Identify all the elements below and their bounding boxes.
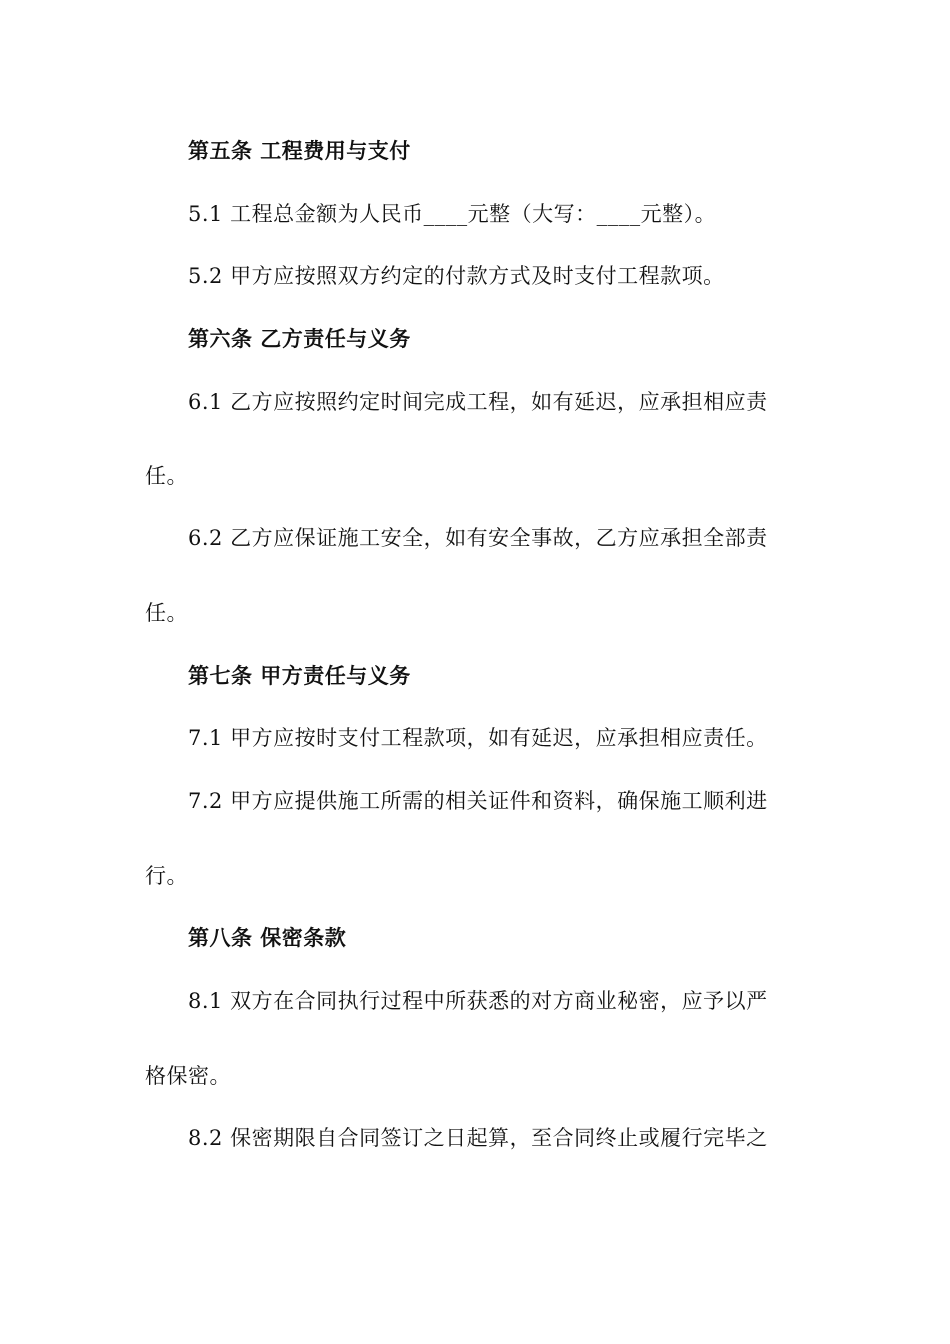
section-7-heading: 第七条 甲方责任与义务	[188, 664, 411, 688]
clause-7-2-line1: 7.2 甲方应提供施工所需的相关证件和资料，确保施工顺利进	[188, 789, 768, 813]
clause-7-1: 7.1 甲方应按时支付工程款项，如有延迟，应承担相应责任。	[188, 726, 768, 750]
section-6-heading: 第六条 乙方责任与义务	[188, 327, 411, 351]
clause-5-2: 5.2 甲方应按照双方约定的付款方式及时支付工程款项。	[188, 264, 725, 288]
clause-6-2-line2: 任。	[145, 601, 188, 625]
section-5-heading: 第五条 工程费用与支付	[188, 139, 411, 163]
clause-8-1-line1: 8.1 双方在合同执行过程中所获悉的对方商业秘密，应予以严	[188, 989, 768, 1013]
clause-6-2-line1: 6.2 乙方应保证施工安全，如有安全事故，乙方应承担全部责	[188, 526, 768, 550]
clause-7-2-line2: 行。	[145, 864, 188, 888]
clause-8-2-line1: 8.2 保密期限自合同签订之日起算，至合同终止或履行完毕之	[188, 1126, 768, 1150]
section-8-heading: 第八条 保密条款	[188, 926, 347, 950]
clause-8-1-line2: 格保密。	[145, 1064, 231, 1088]
clause-5-1: 5.1 工程总金额为人民币____元整（大写：____元整）。	[188, 202, 717, 226]
clause-6-1-line1: 6.1 乙方应按照约定时间完成工程，如有延迟，应承担相应责	[188, 390, 768, 414]
clause-6-1-line2: 任。	[145, 464, 188, 488]
